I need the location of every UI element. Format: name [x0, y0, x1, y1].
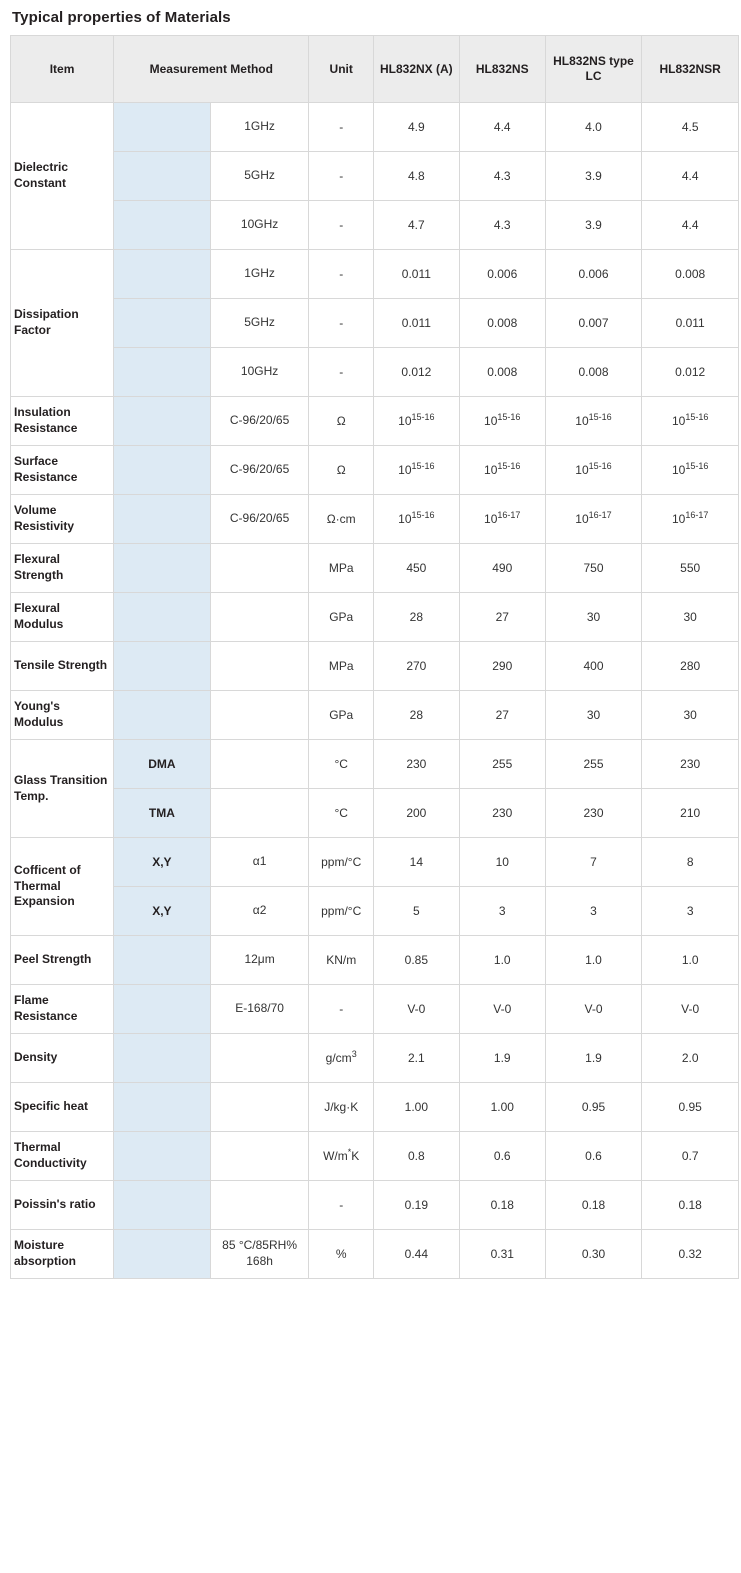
row-value-hl832nx-a: 0.44 — [373, 1230, 459, 1279]
row-measurement-method: E-168/70 — [210, 985, 309, 1034]
row-sub-blank — [114, 495, 211, 544]
row-value-hl832nsr: 0.32 — [642, 1230, 739, 1279]
row-value-hl832nx-a: 28 — [373, 593, 459, 642]
table-row — [11, 1181, 739, 1230]
row-unit: Ω — [309, 446, 373, 495]
row-unit: - — [309, 348, 373, 397]
row-item-label: Moisture absorption — [11, 1230, 114, 1279]
row-unit: ppm/°C — [309, 887, 373, 936]
row-measurement-method: 1GHz — [210, 103, 309, 152]
row-value-hl832ns-type-lc: 3.9 — [545, 152, 642, 201]
row-value-hl832ns-type-lc: 400 — [545, 642, 642, 691]
row-value-hl832nx-a: 0.011 — [373, 250, 459, 299]
row-unit: J/kg·K — [309, 1083, 373, 1132]
row-value-hl832ns-type-lc: 0.18 — [545, 1181, 642, 1230]
row-unit: W/m*K — [309, 1132, 373, 1181]
row-sub-blank — [114, 152, 211, 201]
header-unit: Unit — [309, 36, 373, 103]
row-measurement-method — [210, 740, 309, 789]
row-sub-blank — [114, 1132, 211, 1181]
row-value-hl832ns-type-lc: 0.6 — [545, 1132, 642, 1181]
row-value-hl832ns: V-0 — [459, 985, 545, 1034]
row-unit: Ω — [309, 397, 373, 446]
row-value-hl832nx-a: 200 — [373, 789, 459, 838]
table-row — [11, 1230, 739, 1279]
page-title: Typical properties of Materials — [12, 9, 231, 26]
row-value-hl832ns-type-lc: 3.9 — [545, 201, 642, 250]
row-measurement-method — [210, 1083, 309, 1132]
row-unit: MPa — [309, 544, 373, 593]
row-value-hl832nx-a: 0.012 — [373, 348, 459, 397]
row-value-hl832nx-a: 0.8 — [373, 1132, 459, 1181]
row-unit: - — [309, 299, 373, 348]
row-item-label: Volume Resistivity — [11, 495, 114, 544]
row-value-hl832ns: 0.18 — [459, 1181, 545, 1230]
row-unit: $g/cm^3$ — [309, 1034, 373, 1083]
row-value-hl832ns-type-lc: 1.9 — [545, 1034, 642, 1083]
row-unit: ppm/°C — [309, 838, 373, 887]
row-item-label: Flame Resistance — [11, 985, 114, 1034]
row-value-hl832nx-a: 10$^{15-16}$ — [373, 397, 459, 446]
row-value-hl832ns: 0.6 — [459, 1132, 545, 1181]
row-measurement-method: C-96/20/65 — [210, 446, 309, 495]
row-measurement-method — [210, 789, 309, 838]
row-value-hl832ns: 0.006 — [459, 250, 545, 299]
row-value-hl832nx-a: 14 — [373, 838, 459, 887]
row-value-hl832ns-type-lc: 0.006 — [545, 250, 642, 299]
row-item-label: Thermal Conductivity — [11, 1132, 114, 1181]
row-value-hl832nsr: 280 — [642, 642, 739, 691]
row-value-hl832ns-type-lc: 255 — [545, 740, 642, 789]
row-value-hl832ns: 230 — [459, 789, 545, 838]
row-value-hl832nx-a: 2.1 — [373, 1034, 459, 1083]
table-row — [11, 103, 739, 152]
row-sub-label: DMA — [114, 740, 211, 789]
row-value-hl832ns: 255 — [459, 740, 545, 789]
row-measurement-method: C-96/20/65 — [210, 495, 309, 544]
row-sub-blank — [114, 299, 211, 348]
row-value-hl832nsr: 10$^{15-16}$ — [642, 397, 739, 446]
row-value-hl832nx-a: 5 — [373, 887, 459, 936]
row-value-hl832nx-a: 1.00 — [373, 1083, 459, 1132]
row-item-label: Insulation Resistance — [11, 397, 114, 446]
row-sub-blank — [114, 691, 211, 740]
table-row — [11, 593, 739, 642]
row-unit: °C — [309, 789, 373, 838]
table-row — [11, 495, 739, 544]
row-value-hl832nx-a: 10$^{15-16}$ — [373, 446, 459, 495]
row-value-hl832ns: 3 — [459, 887, 545, 936]
row-value-hl832nsr: 1.0 — [642, 936, 739, 985]
table-row — [11, 348, 739, 397]
row-value-hl832ns: 0.008 — [459, 299, 545, 348]
row-value-hl832nx-a: 450 — [373, 544, 459, 593]
row-value-hl832nx-a: 4.8 — [373, 152, 459, 201]
table-row — [11, 544, 739, 593]
row-value-hl832ns-type-lc: 230 — [545, 789, 642, 838]
row-measurement-method: α2 — [210, 887, 309, 936]
row-value-hl832nsr: 0.7 — [642, 1132, 739, 1181]
row-value-hl832nsr: 8 — [642, 838, 739, 887]
row-value-hl832ns-type-lc: 10$^{15-16}$ — [545, 446, 642, 495]
row-sub-blank — [114, 201, 211, 250]
row-value-hl832nsr: 4.4 — [642, 152, 739, 201]
row-value-hl832nsr: 30 — [642, 691, 739, 740]
row-value-hl832nsr: 10$^{16-17}$ — [642, 495, 739, 544]
row-value-hl832nsr: 0.012 — [642, 348, 739, 397]
row-value-hl832ns: 27 — [459, 691, 545, 740]
row-item-label: Glass Transition Temp. — [11, 740, 114, 838]
row-sub-blank — [114, 544, 211, 593]
row-value-hl832nx-a: 10$^{15-16}$ — [373, 495, 459, 544]
row-sub-blank — [114, 446, 211, 495]
row-unit: - — [309, 152, 373, 201]
row-value-hl832ns-type-lc: 0.30 — [545, 1230, 642, 1279]
row-value-hl832ns: 1.0 — [459, 936, 545, 985]
row-value-hl832ns-type-lc: 30 — [545, 691, 642, 740]
header-hl832ns: HL832NS — [459, 36, 545, 103]
table-body — [11, 103, 739, 1279]
row-value-hl832ns-type-lc: 30 — [545, 593, 642, 642]
row-item-label: Poissin's ratio — [11, 1181, 114, 1230]
header-row — [11, 36, 739, 103]
row-sub-blank — [114, 1230, 211, 1279]
table-row — [11, 201, 739, 250]
row-value-hl832ns: 10$^{15-16}$ — [459, 397, 545, 446]
row-unit: KN/m — [309, 936, 373, 985]
row-sub-blank — [114, 985, 211, 1034]
row-value-hl832nsr: 10$^{15-16}$ — [642, 446, 739, 495]
row-item-label: Tensile Strength — [11, 642, 114, 691]
row-value-hl832nsr: 30 — [642, 593, 739, 642]
row-value-hl832nsr: 230 — [642, 740, 739, 789]
row-unit: - — [309, 250, 373, 299]
row-value-hl832ns: 27 — [459, 593, 545, 642]
row-measurement-method: 10GHz — [210, 348, 309, 397]
row-value-hl832ns: 10$^{16-17}$ — [459, 495, 545, 544]
row-sub-blank — [114, 1083, 211, 1132]
row-unit: - — [309, 1181, 373, 1230]
row-sub-blank — [114, 1181, 211, 1230]
row-sub-blank — [114, 103, 211, 152]
row-value-hl832nsr: 210 — [642, 789, 739, 838]
row-unit: GPa — [309, 593, 373, 642]
table-row — [11, 838, 739, 887]
row-value-hl832ns: 0.008 — [459, 348, 545, 397]
row-item-label: Young's Modulus — [11, 691, 114, 740]
row-value-hl832ns-type-lc: 0.007 — [545, 299, 642, 348]
row-measurement-method — [210, 691, 309, 740]
row-value-hl832nsr: 0.011 — [642, 299, 739, 348]
row-measurement-method: 1GHz — [210, 250, 309, 299]
row-item-label: Density — [11, 1034, 114, 1083]
row-value-hl832ns-type-lc: 1.0 — [545, 936, 642, 985]
row-item-label: Dissipation Factor — [11, 250, 114, 397]
row-value-hl832ns: 1.00 — [459, 1083, 545, 1132]
row-value-hl832ns: 10$^{15-16}$ — [459, 446, 545, 495]
table-row — [11, 642, 739, 691]
row-sub-label: TMA — [114, 789, 211, 838]
row-item-label: Flexural Modulus — [11, 593, 114, 642]
row-value-hl832ns: 4.3 — [459, 201, 545, 250]
row-value-hl832nx-a: V-0 — [373, 985, 459, 1034]
row-value-hl832ns: 4.4 — [459, 103, 545, 152]
row-item-label: Dielectric Constant — [11, 103, 114, 250]
row-item-label: Surface Resistance — [11, 446, 114, 495]
row-value-hl832nx-a: 230 — [373, 740, 459, 789]
row-sub-blank — [114, 1034, 211, 1083]
row-measurement-method — [210, 1132, 309, 1181]
row-sub-blank — [114, 642, 211, 691]
header-hl832nsr: HL832NSR — [642, 36, 739, 103]
row-value-hl832nsr: 0.95 — [642, 1083, 739, 1132]
table-row — [11, 250, 739, 299]
table-row — [11, 1132, 739, 1181]
row-value-hl832ns-type-lc: 750 — [545, 544, 642, 593]
row-value-hl832ns-type-lc: V-0 — [545, 985, 642, 1034]
properties-table — [10, 35, 739, 1279]
table-row — [11, 152, 739, 201]
row-value-hl832nx-a: 28 — [373, 691, 459, 740]
header-hl832nx-a: HL832NX (A) — [373, 36, 459, 103]
row-unit: - — [309, 985, 373, 1034]
row-unit: MPa — [309, 642, 373, 691]
row-sub-blank — [114, 593, 211, 642]
row-item-label: Cofficent of Thermal Expansion — [11, 838, 114, 936]
row-value-hl832nx-a: 4.7 — [373, 201, 459, 250]
table-row — [11, 789, 739, 838]
table-header — [11, 36, 739, 103]
row-value-hl832nsr: 2.0 — [642, 1034, 739, 1083]
row-value-hl832nx-a: 0.85 — [373, 936, 459, 985]
row-value-hl832nsr: 4.4 — [642, 201, 739, 250]
row-value-hl832ns-type-lc: 3 — [545, 887, 642, 936]
row-measurement-method: α1 — [210, 838, 309, 887]
row-measurement-method: 12μm — [210, 936, 309, 985]
table-row — [11, 299, 739, 348]
table-row — [11, 691, 739, 740]
table-row — [11, 740, 739, 789]
row-sub-blank — [114, 250, 211, 299]
row-value-hl832ns: 0.31 — [459, 1230, 545, 1279]
table-row — [11, 887, 739, 936]
table-row — [11, 1034, 739, 1083]
row-value-hl832ns-type-lc: 4.0 — [545, 103, 642, 152]
row-value-hl832nsr: 0.008 — [642, 250, 739, 299]
row-value-hl832nx-a: 270 — [373, 642, 459, 691]
row-unit: - — [309, 103, 373, 152]
table-row — [11, 397, 739, 446]
row-value-hl832nsr: 3 — [642, 887, 739, 936]
row-value-hl832nsr: V-0 — [642, 985, 739, 1034]
row-unit: Ω·cm — [309, 495, 373, 544]
row-item-label: Flexural Strength — [11, 544, 114, 593]
row-value-hl832nsr: 550 — [642, 544, 739, 593]
row-measurement-method: 5GHz — [210, 299, 309, 348]
row-item-label: Peel Strength — [11, 936, 114, 985]
row-unit: % — [309, 1230, 373, 1279]
row-value-hl832nx-a: 0.011 — [373, 299, 459, 348]
row-value-hl832ns: 290 — [459, 642, 545, 691]
row-value-hl832nsr: 0.18 — [642, 1181, 739, 1230]
table-row — [11, 985, 739, 1034]
row-measurement-method: 85 °C/85RH% 168h — [210, 1230, 309, 1279]
row-sub-label: X,Y — [114, 887, 211, 936]
row-measurement-method: C-96/20/65 — [210, 397, 309, 446]
row-value-hl832ns-type-lc: 7 — [545, 838, 642, 887]
row-value-hl832nsr: 4.5 — [642, 103, 739, 152]
row-sub-blank — [114, 397, 211, 446]
row-measurement-method — [210, 544, 309, 593]
row-measurement-method — [210, 1181, 309, 1230]
row-sub-label: X,Y — [114, 838, 211, 887]
header-hl832ns-type-lc: HL832NS type LC — [545, 36, 642, 103]
row-value-hl832ns: 490 — [459, 544, 545, 593]
row-sub-blank — [114, 348, 211, 397]
header-item: Item — [11, 36, 114, 103]
row-unit: °C — [309, 740, 373, 789]
table-row — [11, 446, 739, 495]
row-measurement-method — [210, 642, 309, 691]
row-measurement-method: 5GHz — [210, 152, 309, 201]
row-value-hl832ns: 4.3 — [459, 152, 545, 201]
row-unit: - — [309, 201, 373, 250]
row-value-hl832ns-type-lc: 0.95 — [545, 1083, 642, 1132]
row-sub-blank — [114, 936, 211, 985]
row-value-hl832ns: 1.9 — [459, 1034, 545, 1083]
row-measurement-method — [210, 1034, 309, 1083]
row-measurement-method — [210, 593, 309, 642]
row-value-hl832nx-a: 4.9 — [373, 103, 459, 152]
table-row — [11, 936, 739, 985]
row-measurement-method: 10GHz — [210, 201, 309, 250]
row-value-hl832ns-type-lc: 10$^{15-16}$ — [545, 397, 642, 446]
row-value-hl832ns-type-lc: 0.008 — [545, 348, 642, 397]
row-value-hl832ns: 10 — [459, 838, 545, 887]
row-unit: GPa — [309, 691, 373, 740]
header-measurement-method: Measurement Method — [114, 36, 309, 103]
row-value-hl832nx-a: 0.19 — [373, 1181, 459, 1230]
row-value-hl832ns-type-lc: 10$^{16-17}$ — [545, 495, 642, 544]
table-row — [11, 1083, 739, 1132]
row-item-label: Specific heat — [11, 1083, 114, 1132]
